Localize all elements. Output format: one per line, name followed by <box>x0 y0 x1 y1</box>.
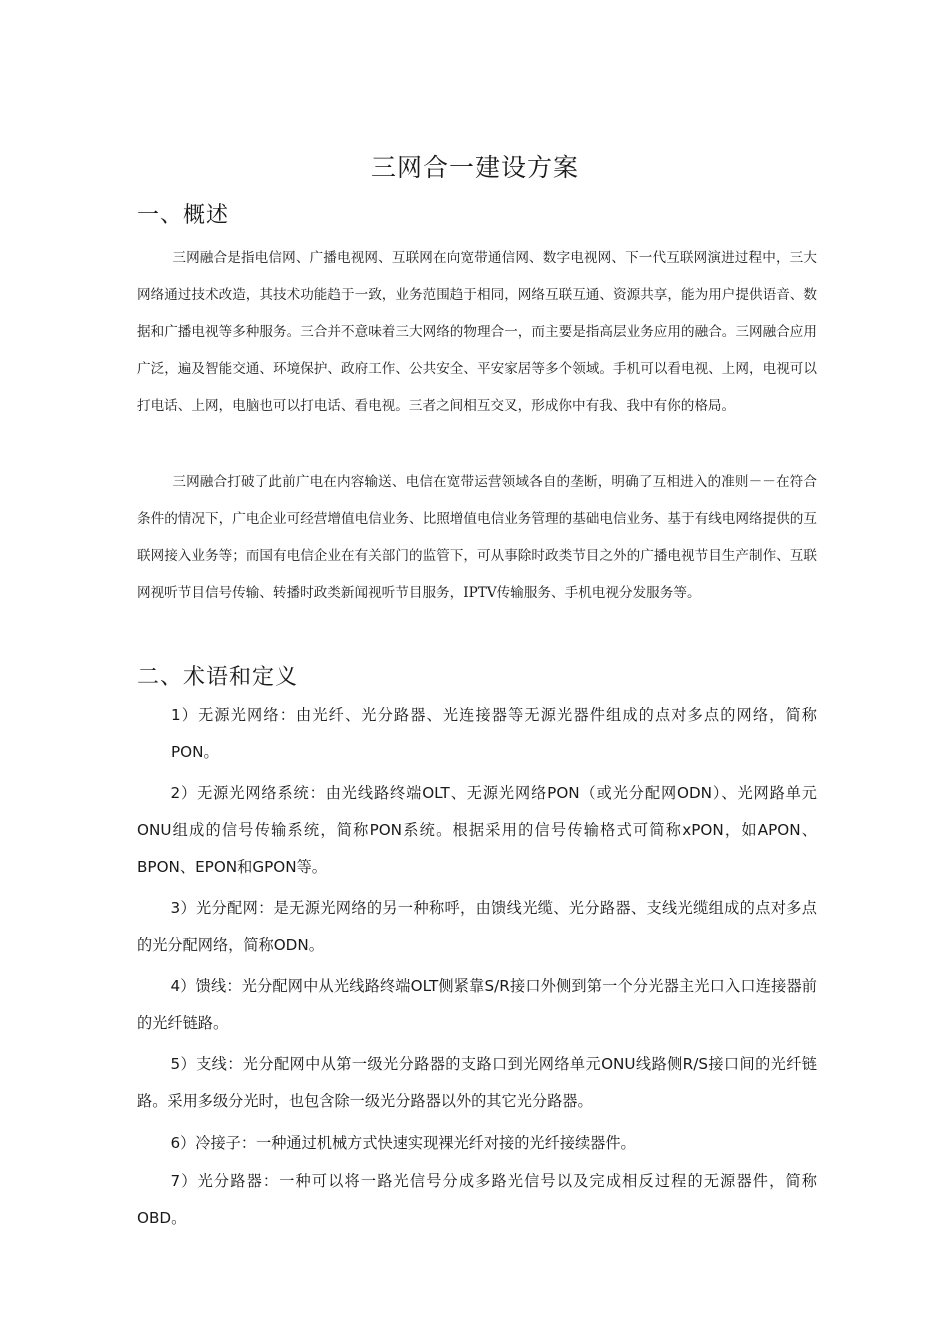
term-definition-item: 6）冷接子：一种通过机械方式快速实现裸光纤对接的光纤接续器件。 <box>170 1134 636 1152</box>
overview-paragraph: 三网融合是指电信网、广播电视网、互联网在向宽带通信网、数字电视网、下一代互联网演进过程中，三大网络通过技术改造，其技术功能趋于一致，业务范围趋于相同，网络互联互通、资源共享，能为用户提供语音、数据和广播电视等多种服务。三合并不意味着三大网络的物理合一，而主要是指高层业务应用的融合。三网融合应用广泛，遍及智能交通、环境保护、政府工作、公共安全、平安家居等多个领域。手机可以看电视、上网，电视可以打电话、上网，电脑也可以打电话、看电视。三者之间相互交叉，形成你中有我、我中有你的格局。 <box>137 250 817 414</box>
section-heading-overview: 一、概述 <box>137 203 230 228</box>
term-definition-item: 1）无源光网络：由光纤、光分路器、光连接器等无源光器件组成的点对多点的网络，简称PON。 <box>171 706 817 761</box>
term-definition-item: 2）无源光网络系统：由光线路终端OLT、无源光网络PON（或光分配网ODN）、光网路单元ONU组成的信号传输系统，简称PON系统。根据采用的信号传输格式可简称xPON，如APON、BPON、EPON和GPON等。 <box>137 784 817 876</box>
document-title: 三网合一建设方案 <box>370 153 579 182</box>
term-definition-item: 5）支线：光分配网中从第一级光分路器的支路口到光网络单元ONU线路侧R/S接口间的光纤链路。采用多级分光时，也包含除一级光分路器以外的其它光分路器。 <box>137 1055 817 1110</box>
term-definition-item: 3）光分配网：是无源光网络的另一种称呼，由馈线光缆、光分路器、支线光缆组成的点对多点的光分配网络，简称ODN。 <box>137 899 817 954</box>
term-definition-item: 4）馈线：光分配网中从光线路终端OLT侧紧靠S/R接口外侧到第一个分光器主光口入口连接器前的光纤链路。 <box>137 977 817 1032</box>
overview-paragraph: 三网融合打破了此前广电在内容输送、电信在宽带运营领域各自的垄断，明确了互相进入的准则－－在符合条件的情况下，广电企业可经营增值电信业务、比照增值电信业务管理的基础电信业务、基于有线电网络提供的互联网接入业务等；而国有电信企业在有关部门的监管下，可从事除时政类节目之外的广播电视节目生产制作、互联网视听节目信号传输、转播时政类新闻视听节目服务，IPTV传输服务、手机电视分发服务等。 <box>137 474 817 601</box>
term-definition-item: 7）光分路器：一种可以将一路光信号分成多路光信号以及完成相反过程的无源器件，简称OBD。 <box>137 1172 817 1227</box>
section-heading-terms: 二、术语和定义 <box>137 665 299 690</box>
